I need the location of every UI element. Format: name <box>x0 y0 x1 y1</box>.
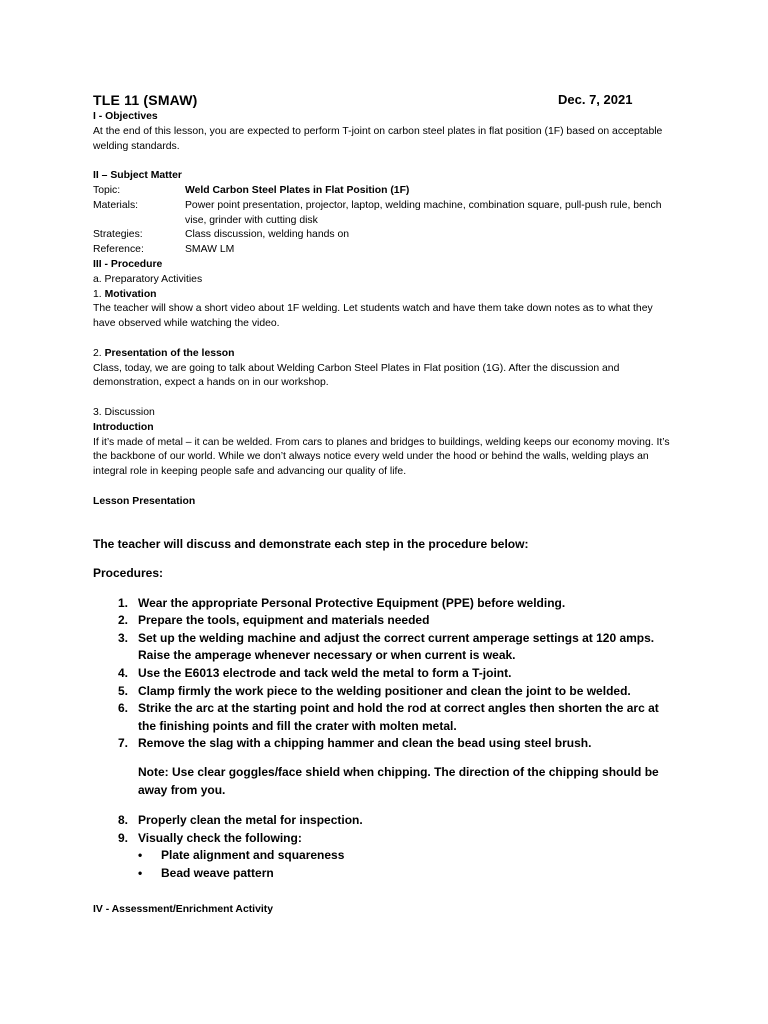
motivation-heading <box>93 288 678 303</box>
subject-row-value: Weld Carbon Steel Plates in Flat Position (1F) <box>185 184 410 196</box>
subject-row-reference <box>93 243 678 258</box>
discussion-heading: 3. Discussion <box>93 406 155 418</box>
motivation-text: The teacher will show a short video about 1F welding. Let students watch and have them take down notes as to what they have observed while watching the video. <box>93 303 653 330</box>
list-item: 9. Visually check the following: <box>118 830 302 845</box>
inspection-bullets <box>93 847 678 882</box>
presentation-label: Presentation of the lesson <box>104 347 235 359</box>
list-item: 3. Set up the welding machine and adjust the correct current amperage settings at 120 amps. Raise the amperage whenever necessary or when current is weak. <box>118 630 655 663</box>
list-item: 5. Clamp firmly the work piece to the welding positioner and clean the joint to be welded. <box>118 683 631 698</box>
motivation-num: 1. <box>93 288 102 300</box>
subject-row-value: SMAW LM <box>185 244 235 256</box>
list-item: • Plate alignment and squareness <box>138 847 678 865</box>
doc-title: TLE 11 (SMAW) <box>93 92 198 108</box>
motivation-label: Motivation <box>104 288 157 300</box>
list-item: 8. Properly clean the metal for inspection. <box>118 813 363 828</box>
bullet-icon: • <box>138 848 143 863</box>
introduction-text: If it’s made of metal – it can be welded. From cars to planes and bridges to buildings, welding keeps our economy moving. It’s the backbone of our world. While we don’t always notice every weld under the hood or behind the walls, welding plays an integral role in keeping people safe and advancing our quality of life. <box>93 436 670 478</box>
introduction-heading: Introduction <box>93 421 154 433</box>
presentation-heading <box>93 347 678 362</box>
subject-row-key: Topic: <box>93 184 121 196</box>
list-item: 7. Remove the slag with a chipping hammer and clean the bead using steel brush. <box>118 736 592 751</box>
procedures-label: Procedures: <box>93 566 164 581</box>
objectives-text: At the end of this lesson, you are expected to perform T-joint on carbon steel plates in flat position (1F) based on acceptable welding standards. <box>93 125 663 152</box>
subject-row-topic <box>93 184 678 199</box>
preparatory-activities: a. Preparatory Activities <box>93 273 203 285</box>
list-item: 2. Prepare the tools, equipment and materials needed <box>118 613 430 628</box>
title-row <box>93 92 678 110</box>
presentation-text: Class, today, we are going to talk about Welding Carbon Steel Plates in Flat position (1G). After the discussion and demonstration, expect a hands on in our workshop. <box>93 362 620 389</box>
subject-row-value: Power point presentation, projector, laptop, welding machine, combination square, pull-push rule, bench vise, grinder with cutting disk <box>185 199 662 226</box>
assessment-heading: IV - Assessment/Enrichment Activity <box>93 903 273 915</box>
lesson-presentation-heading: Lesson Presentation <box>93 495 196 507</box>
subject-matter-heading: II – Subject Matter <box>93 170 182 182</box>
presentation-num: 2. <box>93 347 102 359</box>
subject-row-strategies <box>93 228 678 243</box>
procedure-steps-continued <box>93 812 678 847</box>
procedure-steps <box>93 595 678 753</box>
document-page <box>93 92 678 917</box>
subject-row-key: Materials: <box>93 199 139 211</box>
subject-row-key: Strategies: <box>93 229 143 241</box>
subject-row-key: Reference: <box>93 244 144 256</box>
list-item: • Bead weave pattern <box>138 865 678 883</box>
list-item: 1. Wear the appropriate Personal Protective Equipment (PPE) before welding. <box>118 595 566 610</box>
doc-date: Dec. 7, 2021 <box>558 92 633 107</box>
chipping-note: Note: Use clear goggles/face shield when chipping. The direction of the chipping should be away from you. <box>138 765 659 797</box>
procedure-heading: III - Procedure <box>93 258 163 270</box>
objectives-heading: I - Objectives <box>93 111 158 122</box>
subject-row-materials <box>93 199 678 229</box>
demo-intro: The teacher will discuss and demonstrate each step in the procedure below: <box>93 536 529 551</box>
subject-row-value: Class discussion, welding hands on <box>185 229 350 241</box>
list-item: 6. Strike the arc at the starting point and hold the rod at correct angles then shorten the arc at the finishing points and fill the crater with molten metal. <box>118 701 659 733</box>
bullet-icon: • <box>138 866 143 881</box>
list-item: 4. Use the E6013 electrode and tack weld the metal to form a T-joint. <box>118 666 512 681</box>
